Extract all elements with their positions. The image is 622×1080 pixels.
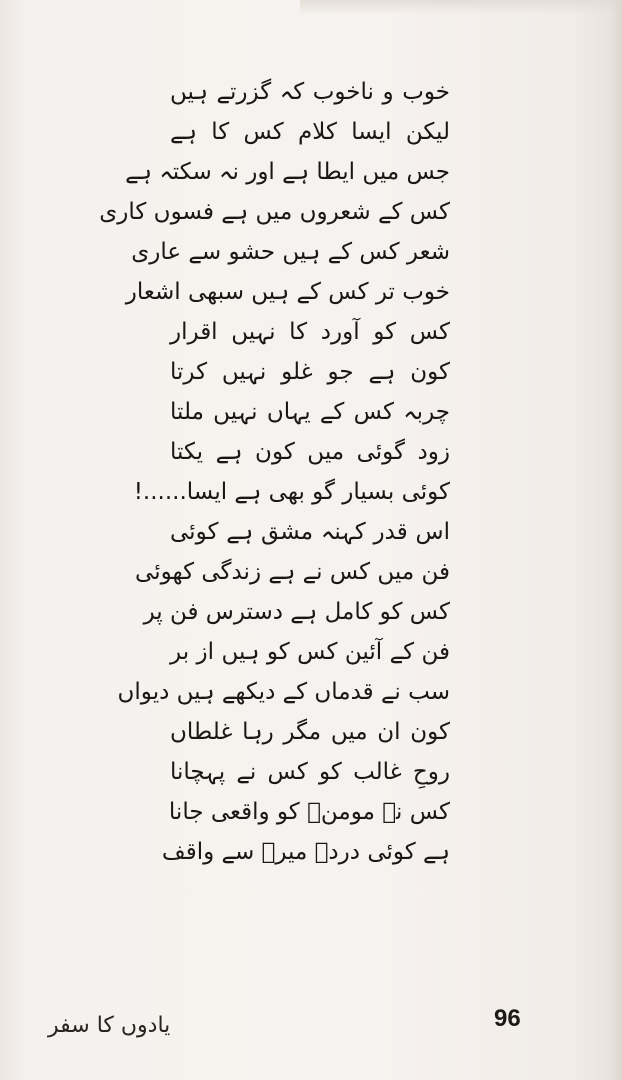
page-right-shadow [610,0,622,1080]
verse-line: فن کے آئین کس کو ہیں از بر [170,639,450,665]
verse-line: کس نے مومنؔ کو واقعی جانا [168,799,450,825]
verse-line: کوئی بسیار گو بھی ہے ایسا......! [133,479,450,505]
page-top-shadow [300,0,622,14]
verse-line: کس کے شعروں میں ہے فسوں کاری [99,199,450,225]
verse-line: خوب و ناخوب کہ گزرتے ہیں [170,79,450,105]
verse-line: جس میں ایطا ہے اور نہ سکتہ ہے [125,159,450,185]
verse-line: خوب تر کس کے ہیں سبھی اشعار [125,279,450,305]
verse-line: اس قدر کہنہ مشق ہے کوئی [170,519,450,545]
verse-line: ہے کوئی دردؔ میرؔ سے واقف [161,839,450,865]
verse-line: کون ہے جو غلو نہیں کرتا [170,359,450,385]
poem-verses [99,72,450,872]
verse-line: سب نے قدماں کے دیکھے ہیں دیواں [117,679,450,705]
running-footer-title: یادوں کا سفر [48,1013,171,1038]
verse-line: شعر کس کے ہیں حشو سے عاری [131,239,450,265]
verse-line: لیکن ایسا کلام کس کا ہے [170,119,450,145]
page-number: 96 [494,1005,521,1032]
verse-line: فن میں کس نے ہے زندگی کھوئی [135,559,450,585]
verse-line: کون ان میں مگر رہا غلطاں [170,719,450,745]
verse-line: روحِ غالب کو کس نے پہچانا [170,759,450,785]
verse-line: کس کو کامل ہے دسترس فن پر [143,599,450,625]
verse-line: زود گوئی میں کون ہے یکتا [170,439,450,465]
verse-line: کس کو آورد کا نہیں اقرار [170,319,450,345]
verse-line: چربہ کس کے یہاں نہیں ملتا [170,399,450,425]
